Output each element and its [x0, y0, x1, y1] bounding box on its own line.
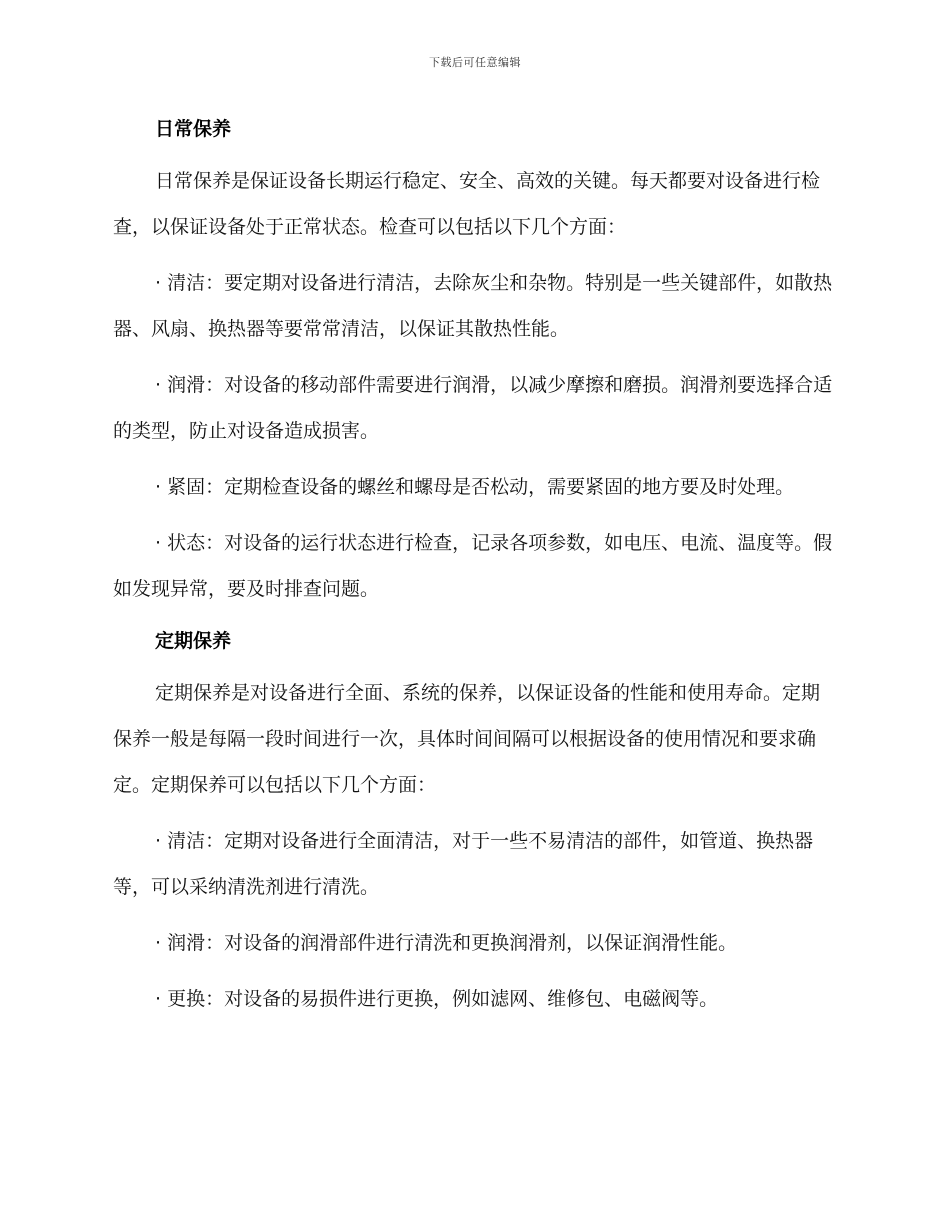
section-title: 定期保养	[155, 630, 232, 652]
bullet-item: · 紧固：定期检查设备的螺丝和螺母是否松动，需要紧固的地方要及时处理。	[155, 476, 795, 498]
bullet-item: · 润滑：对设备的移动部件需要进行润滑，以减少摩擦和磨损。润滑剂要选择合适的类型，防止对设备造成损害。	[113, 374, 833, 442]
bullet-item: · 状态：对设备的运行状态进行检查，记录各项参数，如电压、电流、温度等。假如发现异常，要及时排查问题。	[113, 532, 833, 600]
section-periodic-maintenance	[113, 626, 833, 1022]
paragraph: 定期保养是对设备进行全面、系统的保养，以保证设备的性能和使用寿命。定期保养一般是每隔一段时间进行一次，具体时间间隔可以根据设备的使用情况和要求确定。定期保养可以包括以下几个方面：	[113, 682, 821, 796]
bullet-item: · 润滑：对设备的润滑部件进行清洗和更换润滑剂，以保证润滑性能。	[155, 932, 738, 954]
header-note: 下载后可任意编辑	[429, 56, 521, 69]
bullet-item: · 清洁：定期对设备进行全面清洁，对于一些不易清洁的部件，如管道、换热器等，可以采纳清洗剂进行清洗。	[113, 830, 814, 898]
paragraph: 日常保养是保证设备长期运行稳定、安全、高效的关键。每天都要对设备进行检查，以保证设备处于正常状态。检查可以包括以下几个方面：	[113, 170, 821, 238]
bullet-item: · 更换：对设备的易损件进行更换，例如滤网、维修包、电磁阀等。	[155, 988, 719, 1010]
document-content	[113, 114, 833, 1032]
section-daily-maintenance	[113, 114, 833, 612]
section-title: 日常保养	[155, 118, 232, 140]
bullet-item: · 清洁：要定期对设备进行清洁，去除灰尘和杂物。特别是一些关键部件，如散热器、风扇、换热器等要常常清洁，以保证其散热性能。	[113, 272, 833, 340]
